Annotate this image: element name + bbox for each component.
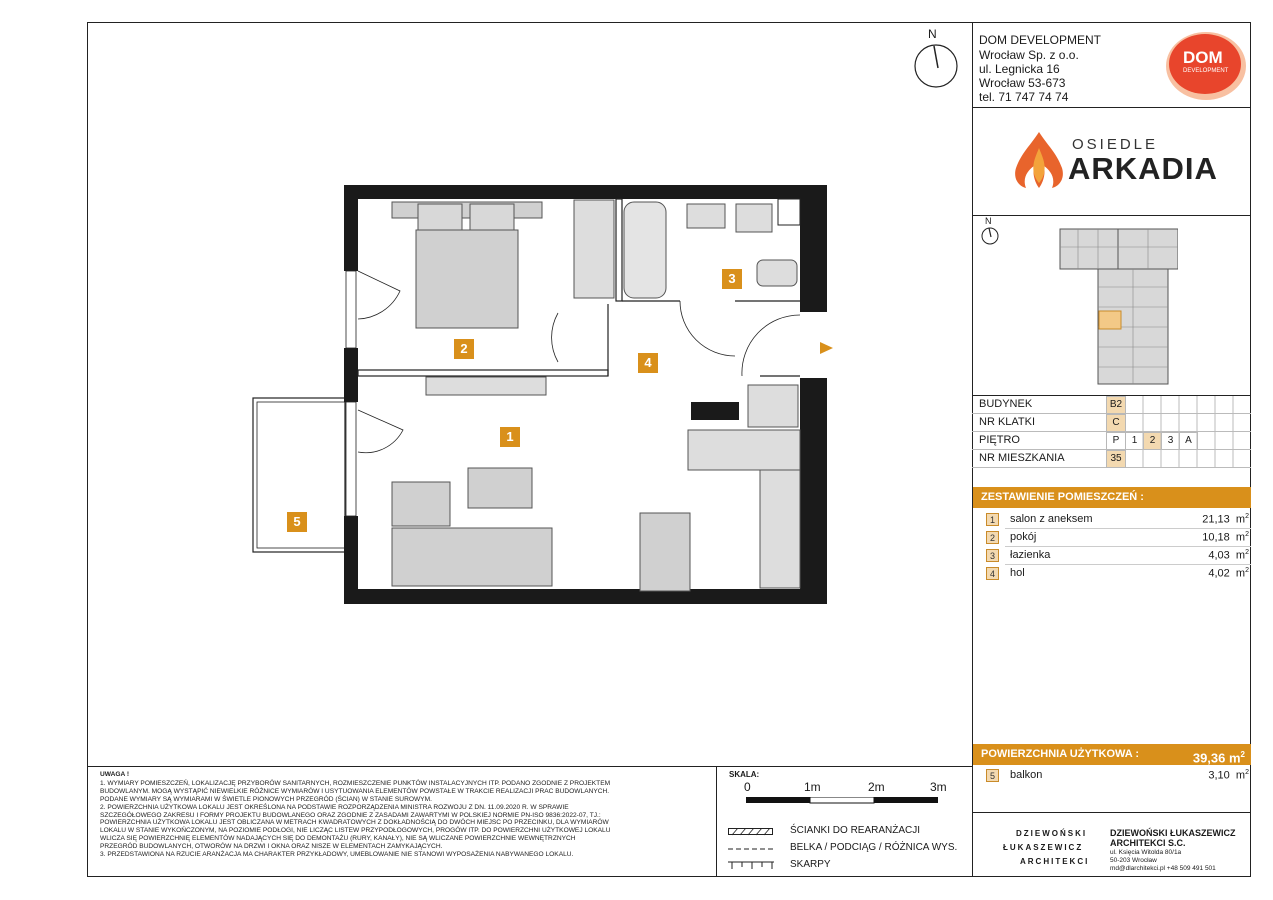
hatch-line-icon [728,828,774,836]
room-area: 4,03 $m^2$ [1208,549,1249,562]
apartment-value: 35 [1106,450,1126,468]
room-area: 21,13 $m^2$ [1202,513,1249,526]
note-line: SZCZEGÓŁOWEGO ZAKRESU I FORMY PROJEKTU BUDOWLANEGO ORAZ ZGODNIE Z ZASADAMI ZAWARTYMI W POLSKIEJ NORMIE PN-ISO 9836:2022-07, TJ.: [100,811,601,819]
total-area-bar [973,744,1251,765]
notes-title: UWAGA ! [100,771,130,778]
dashed-line-icon [728,846,774,852]
floor-option: A [1179,432,1198,450]
scale-bar [746,797,956,805]
plan-label-balcony: 5 [287,512,307,532]
note-line: WLICZA SIĘ POWIERZCHNIĘ ELEMENTÓW NADAJĄCYCH SIĘ DO DEMONTAŻU (RURY, KANAŁY), NIE SĄ WLICZANE POWIERZCHNIE WEWNĘTRZNYCH [100,835,576,843]
toilet-icon [757,260,797,286]
scale-tick-label: 1m [804,780,821,794]
scale-tick-label: 2m [868,780,885,794]
notes-scale-divider [716,766,717,877]
room-area: 3,10 $m^2$ [1208,769,1249,782]
plan-label-hall: 4 [638,353,658,373]
total-area-label: POWIERZCHNIA UŻYTKOWA : [981,748,1140,760]
floor-option-selected: 2 [1143,432,1162,450]
developer-phone: tel. 71 747 74 74 [979,90,1069,104]
architect-logo-line3: ARCHITEKCI [1020,857,1090,866]
dom-development-logo [1165,30,1247,102]
developer-city: Wrocław 53-673 [979,76,1066,90]
note-line: PRZEGRÓD BUDOWLANYCH, OTWORÓW NA DRZWI I OKNA ORAZ NISZE W ELEMENTACH ZAMYKAJĄCYCH. [100,843,443,851]
legend-label: BELKA / PODCIĄG / RÓŻNICA WYS. [790,842,958,853]
architect-contact: md@dlarchitekci.pl +48 509 491 501 [1110,865,1216,872]
location-label-building: BUDYNEK [979,398,1033,410]
kitchen-counter-icon [688,430,800,470]
flame-icon [1010,128,1068,192]
ventilation-shaft-icon [748,385,798,427]
logo-divider [972,215,1251,216]
bathtub-icon [624,202,666,298]
note-line: PODANE WYMIARY SĄ WYMIARAMI W ŚWIETLE PIONOWYCH PRZEGRÓD (ŚCIAN) W STANIE SUROWYM. [100,795,432,803]
keyplan-compass-icon [980,226,1002,248]
building-keyplan-icon [1058,227,1178,387]
architect-name2: ARCHITEKCI S.C. [1110,838,1186,848]
note-line: POWIERZCHNIA UŻYTKOWA LOKALU JEST OBLICZANA W METRACH KWADRATOWYCH Z DOKŁADNOŚCIĄ DO DWÓCH MIEJSC PO PRZECINKU, DLA WYMIARÓW [100,819,609,827]
room-name: hol [1010,567,1025,579]
compass-icon [912,42,962,92]
architect-divider [972,812,1251,813]
scale-title: SKALA: [729,770,760,779]
scale-tick-label: 3m [930,780,947,794]
floor-option: P [1106,432,1126,450]
room-name: łazienka [1010,549,1051,561]
washbasin-icon [687,204,725,228]
architect-name: DZIEWOŃSKI ŁUKASZEWICZ [1110,828,1236,838]
floor-option: 3 [1161,432,1180,450]
location-label-floor: PIĘTRO [979,434,1020,446]
plan-label-bedroom: 2 [454,339,474,359]
developer-street: ul. Legnicka 16 [979,62,1060,76]
location-label-apartment: NR MIESZKANIA [979,452,1065,464]
entrance-arrow-icon [820,342,833,354]
coffee-table-icon [468,468,532,508]
note-line: 1. WYMIARY POMIESZCZEŃ, LOKALIZACJĘ PRZYBORÓW SANITARNYCH, ROZMIESZCZENIE PUNKTÓW INSTALACYJNYCH ITP. PODANO ZGODNIE Z PROJEKTEM [100,779,611,787]
architect-city: 50-203 Wrocław [1110,857,1157,864]
sofa-icon [392,528,552,586]
kitchen-cabinets-icon [760,470,800,588]
dining-table-icon [640,513,690,591]
room-name: salon z aneksem [1010,513,1093,525]
dom-logo-subtext: DEVELOPMENT [1183,68,1229,74]
estate-name-line1: OSIEDLE [1072,136,1159,153]
developer-name: DOM DEVELOPMENT [979,33,1102,47]
tick-line-icon [728,860,774,870]
room-area: 10,18 $m^2$ [1202,531,1249,544]
room-number: 1 [986,513,999,526]
architect-logo-line1: DZIEWOŃSKI [1016,829,1088,838]
developer-company: Wrocław Sp. z o.o. [979,48,1079,62]
legend-label: SKARPY [790,859,831,870]
plan-label-bathroom: 3 [722,269,742,289]
bed-icon [392,202,542,328]
plan-label-living-room: 1 [500,427,520,447]
note-line: 2. POWIERZCHNIA UŻYTKOWA LOKALU JEST OKREŚLONA NA PODSTAWIE ROZPORZĄDZENIA MINISTRA ROZWOJU Z DN. 11.09.2020 R. W SPRAWIE [100,803,569,811]
rooms-heading [973,487,1251,508]
legend-label: ŚCIANKI DO REARANŻACJI [790,825,921,836]
staircase-value: C [1106,414,1126,432]
building-value: B2 [1106,396,1126,414]
shower-icon [574,200,614,298]
notes-band-divider [87,766,972,767]
fridge-icon [691,402,739,420]
rooms-heading-text: ZESTAWIENIE POMIESZCZEŃ : [981,491,1144,503]
estate-name-line2: ARKADIA [1068,151,1218,186]
note-line: 3. PRZEDSTAWIONA NA RZUCIE ARANŻACJA MA CHARAKTER PRZYKŁADOWY, UMEBLOWANIE NIE STANOWI WYPOSAŻENIA NABYWANEGO LOKALU. [100,851,574,859]
note-line: BUDOWLANYM. MOGĄ WYSTĄPIĆ NIEWIELKIE RÓŻNICE WYMIARÓW I USYTUOWANIA ELEMENTÓW POWSTAŁE W TRAKCIE REALIZACJI PRAC BUDOWLANYCH. [100,787,610,795]
room-number: 2 [986,531,999,544]
armchair-icon [392,482,450,526]
scale-tick-label: 0 [744,780,751,794]
header-divider [972,107,1251,108]
room-number: 4 [986,567,999,580]
room-name: pokój [1010,531,1037,543]
keyplan-north-label: N [985,216,992,226]
location-grid-lines [1125,396,1253,468]
room-number: 5 [986,769,999,782]
notes-block [100,771,700,859]
note-line: LOKALU W STANIE WYKOŃCZONYM, NA POZIOMIE PODŁOGI, NIE LICZĄC LISTEW PRZYPODŁOGOWYCH, PROGÓW ITP. DO POWIERZCHNI UŻYTKOWEJ LOKALU [100,827,611,835]
dom-logo-text: DOM [1183,48,1223,67]
washing-machine-icon [736,204,772,232]
floor-option: 1 [1125,432,1144,450]
wardrobe-icon [426,377,546,395]
total-area-value: 39,36 $m^2$ [1192,750,1245,766]
floor-plan [240,180,840,610]
location-label-staircase: NR KLATKI [979,416,1036,428]
room-area: 4,02 $m^2$ [1208,567,1249,580]
compass-north-label: N [928,27,937,41]
room-name: balkon [1010,769,1043,781]
room-number: 3 [986,549,999,562]
architect-logo-line2: ŁUKASZEWICZ [1003,843,1084,852]
architect-address: ul. Księcia Witolda 80/1a [1110,849,1182,856]
